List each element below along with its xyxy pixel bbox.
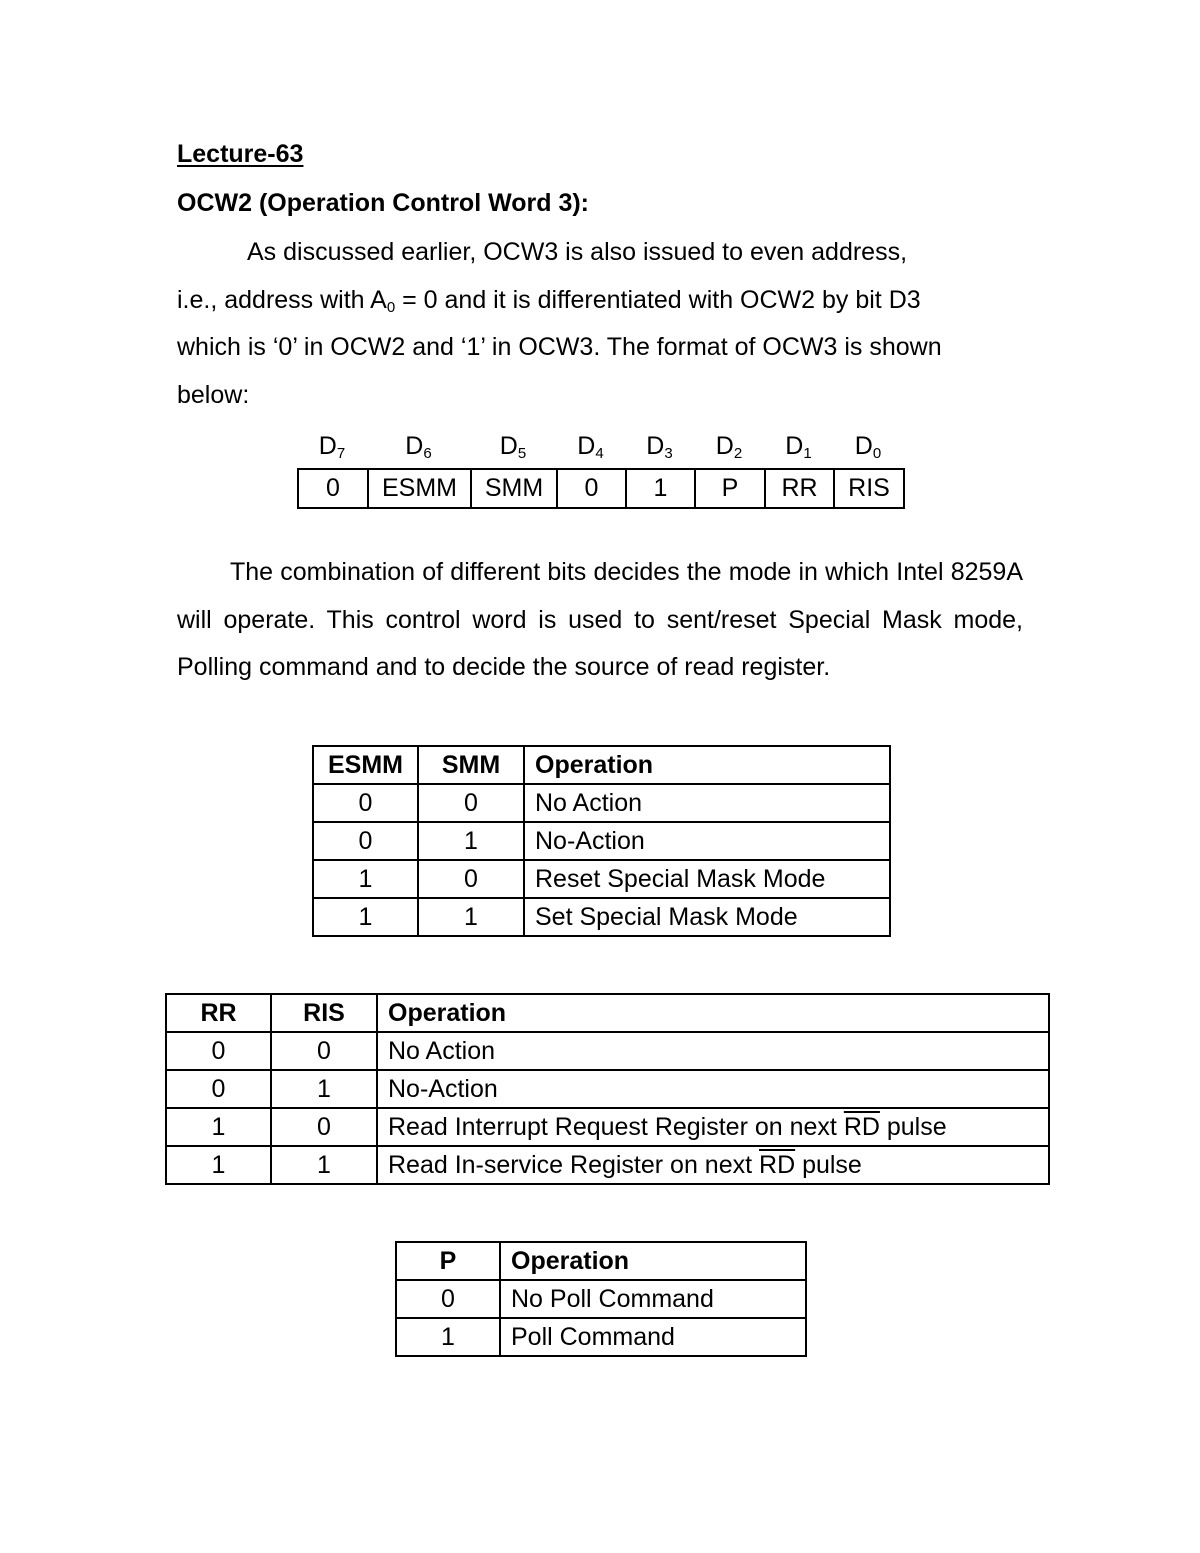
intro-line-2-pre: i.e., address with A: [177, 285, 387, 314]
cell: No-Action: [524, 822, 890, 860]
cell: 1: [418, 898, 524, 936]
table-row: [313, 898, 890, 936]
intro-line-1-text: As discussed earlier, OCW3 is also issued to even address,: [247, 238, 908, 266]
col-header-esmm: ESMM: [313, 746, 418, 784]
bit-label-base: D: [499, 432, 518, 460]
cell: 0: [271, 1032, 377, 1070]
bit-label-base: D: [318, 432, 337, 460]
bit-cell-d6: ESMM: [368, 469, 471, 508]
bit-label-d3: [625, 432, 694, 461]
bit-label-base: D: [785, 432, 804, 460]
description-text: The combination of different bits decides the mode in which Intel 8259A will operate. This control word is used to sent/reset Special Mask mode, Polling command and to decide the source of read register.: [177, 558, 1023, 681]
table-row: [313, 860, 890, 898]
bit-label-sub: 0: [872, 445, 882, 462]
bit-cell-d5: SMM: [471, 469, 557, 508]
table-row: [313, 822, 890, 860]
bit-cell-d0: RIS: [834, 469, 904, 508]
ocw3-format-table: [297, 468, 905, 509]
rr-ris-table: [165, 993, 1050, 1185]
cell: 1: [271, 1146, 377, 1184]
bit-label-sub: 4: [595, 445, 604, 462]
description-paragraph: [177, 549, 1023, 692]
col-header-rr: RR: [166, 994, 271, 1032]
poll-table: [395, 1241, 807, 1357]
cell: 1: [418, 822, 524, 860]
col-header-smm: SMM: [418, 746, 524, 784]
cell: [377, 1108, 1049, 1146]
cell: 0: [313, 784, 418, 822]
bit-cell-d2: P: [695, 469, 765, 508]
bit-label-d5: [470, 432, 556, 461]
cell: 0: [396, 1280, 500, 1318]
col-header-operation: Operation: [500, 1242, 806, 1280]
bit-label-d7: [297, 432, 367, 461]
cell: No Action: [524, 784, 890, 822]
cell: 1: [166, 1108, 271, 1146]
esmm-smm-table: [312, 745, 891, 937]
bit-label-base: D: [854, 432, 873, 460]
cell: 0: [166, 1032, 271, 1070]
table-row: [166, 1070, 1049, 1108]
op-text: Read In-service Register on next: [388, 1150, 760, 1179]
intro-line-4: below:: [177, 380, 250, 409]
bit-cell-d3: 1: [626, 469, 695, 508]
cell: 0: [271, 1108, 377, 1146]
cell: Set Special Mask Mode: [524, 898, 890, 936]
bit-cell-d1: RR: [765, 469, 834, 508]
table-header-row: [166, 994, 1049, 1032]
bit-label-base: D: [715, 432, 734, 460]
bit-cell-d7: 0: [298, 469, 368, 508]
table-row: [166, 1032, 1049, 1070]
bit-label-sub: 3: [664, 445, 673, 462]
op-text-end: pulse: [795, 1150, 862, 1179]
bit-label-d1: [764, 432, 833, 461]
bit-labels: [297, 432, 903, 464]
op-text: Read Interrupt Request Register on next: [388, 1112, 844, 1141]
bit-label-d2: [694, 432, 764, 461]
cell: 0: [166, 1070, 271, 1108]
bit-cell-d4: 0: [557, 469, 626, 508]
cell: Poll Command: [500, 1318, 806, 1356]
rd-signal: $\overline{RD}$: [843, 1112, 880, 1141]
bit-label-sub: 5: [517, 445, 527, 462]
intro-line-1: [177, 229, 1023, 277]
cell: No-Action: [377, 1070, 1049, 1108]
intro-line-3: which is ‘0’ in OCW2 and ‘1’ in OCW3. The format of OCW3 is shown: [177, 333, 942, 361]
cell: No Action: [377, 1032, 1049, 1070]
op-text-end: pulse: [879, 1112, 947, 1141]
col-header-p: P: [396, 1242, 500, 1280]
cell: 1: [313, 860, 418, 898]
cell: 0: [418, 784, 524, 822]
bit-label-sub: 7: [336, 445, 346, 462]
col-header-operation: Operation: [377, 994, 1049, 1032]
table-row: [166, 1146, 1049, 1184]
intro-line-2-post: = 0 and it is differentiated with OCW2 by bit D3: [395, 285, 921, 314]
table-header-row: [313, 746, 890, 784]
bit-label-d0: [833, 432, 903, 461]
table-row: [166, 1108, 1049, 1146]
bit-label-sub: 1: [803, 445, 812, 462]
cell: [377, 1146, 1049, 1184]
cell: No Poll Command: [500, 1280, 806, 1318]
cell: 1: [166, 1146, 271, 1184]
col-header-operation: Operation: [524, 746, 890, 784]
cell: Reset Special Mask Mode: [524, 860, 890, 898]
cell: 0: [418, 860, 524, 898]
col-header-ris: RIS: [271, 994, 377, 1032]
bit-label-base: D: [577, 432, 596, 460]
cell: 1: [271, 1070, 377, 1108]
table-row: [313, 784, 890, 822]
lecture-title: Lecture-63: [177, 140, 304, 168]
table-row: [396, 1318, 806, 1356]
table-row: [298, 469, 904, 508]
section-heading: OCW2 (Operation Control Word 3):: [177, 189, 590, 217]
intro-paragraph: [177, 229, 1023, 419]
bit-label-base: D: [646, 432, 665, 460]
table-header-row: [396, 1242, 806, 1280]
bit-label-base: D: [405, 432, 424, 460]
bit-label-sub: 2: [733, 445, 743, 462]
intro-line-2: [177, 277, 1023, 325]
bit-label-d6: [367, 432, 470, 461]
bit-label-d4: [556, 432, 625, 461]
cell: 1: [396, 1318, 500, 1356]
rd-signal: $\overline{RD}$: [759, 1150, 796, 1179]
bit-label-sub: 6: [423, 445, 432, 462]
cell: 1: [313, 898, 418, 936]
cell: 0: [313, 822, 418, 860]
intro-line-2-sub: 0: [386, 298, 396, 316]
table-row: [396, 1280, 806, 1318]
